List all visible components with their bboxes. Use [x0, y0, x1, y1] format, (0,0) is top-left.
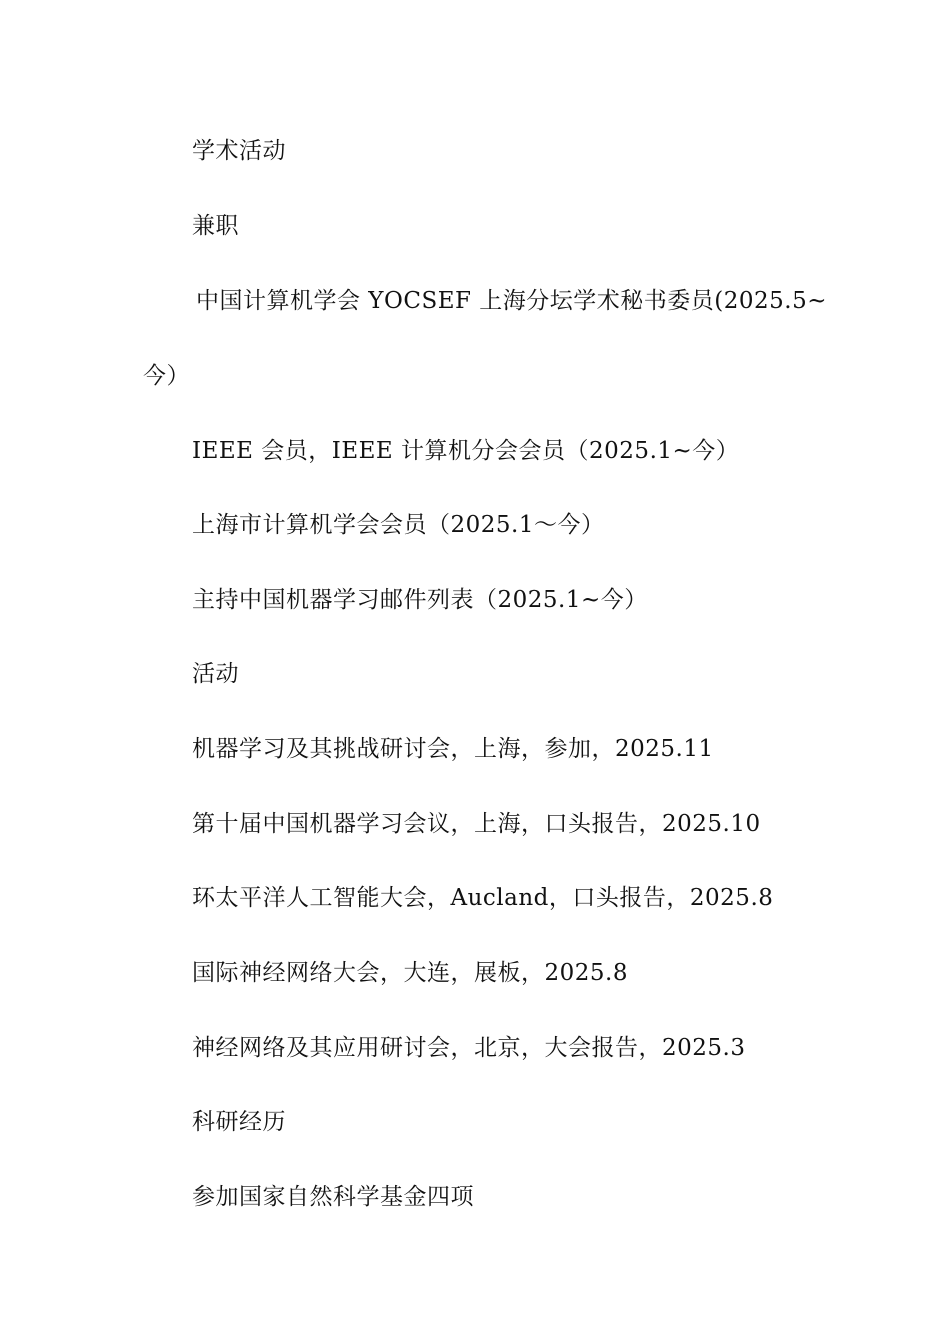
part-time-item-2: IEEE 会员，IEEE 计算机分会会员（2025.1~今） — [192, 438, 740, 464]
part-time-item-1-line-1: 中国计算机学会 YOCSEF 上海分坛学术秘书委员(2025.5~ — [196, 288, 827, 314]
part-time-item-3: 上海市计算机学会会员（2025.1～今） — [192, 512, 605, 538]
activity-item-3: 环太平洋人工智能大会，Aucland，口头报告，2025.8 — [192, 885, 774, 911]
subheading-activities: 活动 — [192, 661, 239, 687]
activity-item-4: 国际神经网络大会，大连，展板，2025.8 — [192, 960, 628, 986]
research-item-1: 参加国家自然科学基金四项 — [192, 1184, 474, 1210]
part-time-item-1-line-2: 今） — [143, 363, 190, 389]
activity-item-1: 机器学习及其挑战研讨会，上海，参加，2025.11 — [192, 736, 714, 762]
part-time-item-4: 主持中国机器学习邮件列表（2025.1~今） — [192, 587, 648, 613]
activity-item-2: 第十届中国机器学习会议，上海，口头报告，2025.10 — [192, 811, 761, 837]
activity-item-5: 神经网络及其应用研讨会，北京，大会报告，2025.3 — [192, 1035, 746, 1061]
section-heading-academic-activities: 学术活动 — [192, 138, 286, 164]
section-heading-research-experience: 科研经历 — [192, 1109, 286, 1135]
subheading-part-time: 兼职 — [192, 213, 239, 239]
